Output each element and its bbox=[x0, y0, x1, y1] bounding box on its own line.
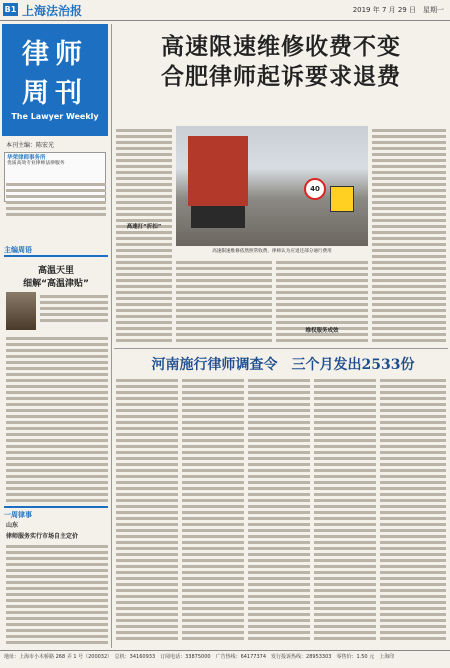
ad-slogan: 优质高效专业律师法律服务 bbox=[7, 161, 65, 166]
main-story-col-2 bbox=[176, 258, 272, 346]
weekly-news-text bbox=[6, 542, 108, 646]
author-photo bbox=[6, 292, 36, 330]
headline-line-2: 合肥律师起诉要求退费 bbox=[161, 63, 401, 90]
page-footer: 地址：上海市小木桥路 268 弄 1 号（200032） 总机：34160933 订阅电话：33875000 广告热线：64177374 发行投诉热线：28953303 零售价：1.50 元 上海印 bbox=[0, 650, 450, 668]
masthead bbox=[2, 24, 108, 136]
section-divider bbox=[114, 348, 448, 349]
second-story-col-4 bbox=[314, 376, 376, 646]
issue-date: 2019 年 7 月 29 日 星期一 bbox=[352, 6, 444, 14]
truck-image bbox=[188, 136, 248, 206]
column-title-1: 高温天里 bbox=[37, 266, 74, 276]
column-text-top bbox=[40, 292, 108, 332]
column-title-2: 细解“高温津贴” bbox=[23, 279, 89, 289]
speed-sign: 40 bbox=[304, 178, 326, 200]
photo-caption: 高速限速维修依然照常收费，律师认为应退还部分通行费用 bbox=[212, 249, 332, 254]
editor-credit: 本刊主编：陈宏光 bbox=[6, 142, 55, 149]
second-story-col-5 bbox=[380, 376, 446, 646]
masthead-english: The Lawyer Weekly bbox=[11, 112, 99, 121]
masthead-line1: 律师 bbox=[22, 39, 88, 70]
subhead-1: 高速打“折扣” bbox=[126, 224, 162, 230]
headline-line-1: 高速限速维修收费不变 bbox=[161, 33, 401, 60]
main-headline bbox=[114, 32, 448, 92]
column-divider bbox=[111, 24, 112, 648]
second-story-col-3 bbox=[248, 376, 310, 646]
work-zone-sign bbox=[330, 186, 354, 212]
column-header: 主编周语 bbox=[4, 245, 108, 257]
subhead-2: 维权服务成效 bbox=[305, 328, 339, 334]
column-text-body bbox=[6, 334, 108, 502]
ad-text-block bbox=[6, 180, 106, 240]
paper-name: 上海法治报 bbox=[22, 4, 83, 18]
second-story-col-1 bbox=[116, 376, 178, 646]
page-label: B1 bbox=[4, 5, 17, 14]
ad-firm: 华荣律师事务所 bbox=[7, 155, 46, 161]
weekly-news-header: 一周律事 bbox=[4, 506, 108, 520]
second-story-col-2 bbox=[182, 376, 244, 646]
highway-photo bbox=[176, 126, 368, 246]
weekly-news-title-1: 山东 bbox=[6, 522, 19, 529]
masthead-line2: 周刊 bbox=[22, 78, 88, 109]
main-story-col-1 bbox=[116, 126, 172, 346]
main-story-col-right bbox=[372, 126, 446, 346]
page-header bbox=[0, 0, 450, 21]
weekly-news-title-2: 律师服务实行市场自主定价 bbox=[6, 533, 79, 540]
truck-base bbox=[191, 206, 245, 228]
second-headline: 河南施行律师调查令 三个月发出2533份 bbox=[151, 357, 415, 373]
